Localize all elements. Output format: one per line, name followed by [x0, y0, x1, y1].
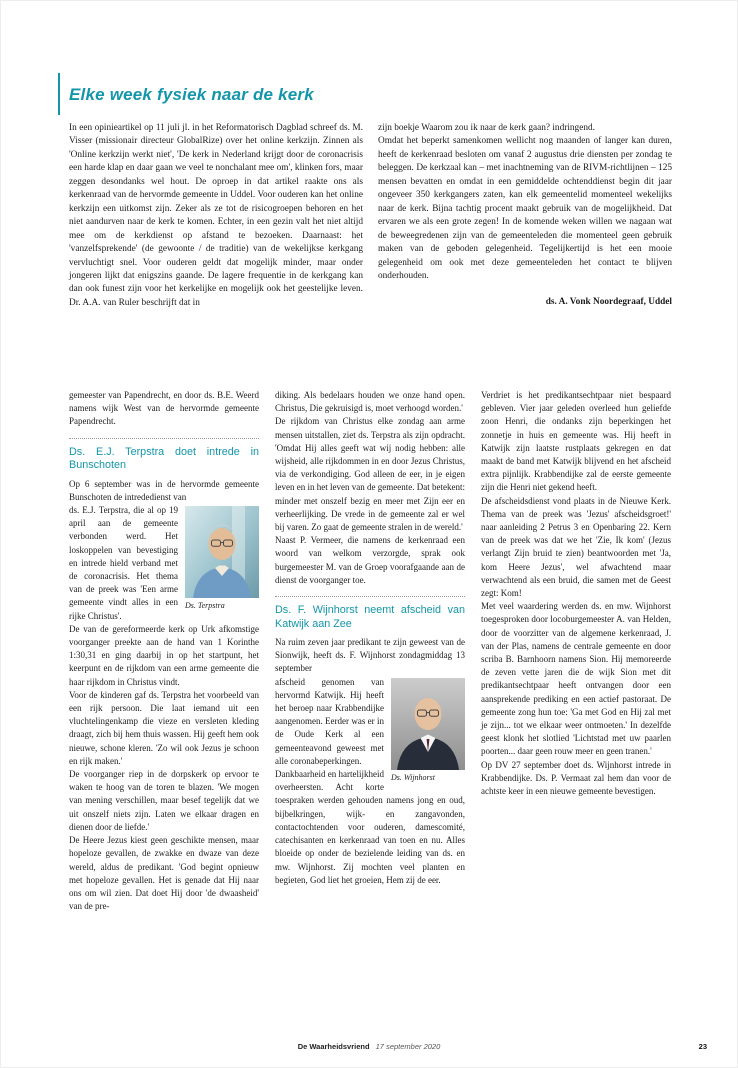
- article-paragraph: De rijkdom van Christus elke zondag aan arme mensen uitstallen, ziet ds. Terpstra als zijn opdracht. 'Omdat Hij alles geeft wat wij nodig hebben: alle wijsheid, alle rijkdommen in en door Jezus Christus, via de verkondiging. God alleen de eer, in je eigen leven en in het leven van de gemeente. Dat betekent: minder met onszelf bezig en meer met Zijn eer en verheerlijking. De vrede in de gemeente zal er wel bij varen. Zo gaat de gemeente stralen in de wereld.': [275, 416, 465, 533]
- lead-article-title: Elke week fysiek naar de kerk: [69, 85, 314, 104]
- article-paragraph: De afscheidsdienst vond plaats in de Nieuwe Kerk. Thema van de preek was 'Jezus' afscheidsgroet!' naar aanleiding 2 Petrus 3 en Openbaring 22. Kern van de preek was dat we het 'Zie, Ik kom' (Jezus verlangt Zijn bruid te zien) beantwoorden met 'Ja, kom Heere Jezus', wel afwachtend maar verwachtend als een bruid, die samen met de Geest zegt: Kom!: [481, 495, 671, 599]
- article-paragraph: Voor de kinderen gaf ds. Terpstra het voorbeeld van een rijk persoon. Die laat iemand uit een vluchtelingenkamp die vieze en versleten kleding draagt, zich bij hem thuis wassen. Hij geeft hem ook nieuwe, schone kleren. 'Zo wil ook Jezus je schoon en rijk maken.': [69, 689, 259, 766]
- article-paragraph: De Heere Jezus kiest geen geschikte mensen, maar hopeloze gevallen, de zwakke en dwaze van deze wereld, aldus de predikant. 'God begint opnieuw met hopeloze gevallen. Het is genade dat Hij naar ons om wil zien. Dat doet Hij door 'de dwaasheid' van de pre-: [69, 835, 259, 912]
- article-paragraph: diking. Als bedelaars houden we onze hand open. Christus, Die gekruisigd is, moet verhoogd worden.': [275, 390, 465, 414]
- terpstra-portrait-icon: [185, 506, 259, 598]
- article-paragraph: Dankbaarheid en hartelijkheid overheersten. Acht korte toespraken werden gehouden namens jong en oud, bijbelkringen, wijk- en zangavonden, contactochtenden voor ouderen, damescomité, catechisanten en kerkenraad van toen en nu. Alles bloeide op onder de bezielende leiding van ds. en mw. Wijnhorst. Zij mochten veel planten en begieten, God liet het groeien, Hem zij de eer.: [275, 769, 465, 885]
- article-paragraph: Op DV 27 september doet ds. Wijnhorst intrede in Krabbendijke. Ds. P. Vermaat zal hem dan voor de achtste keer in een nieuwe gemeente bevestigen.: [481, 759, 671, 797]
- lead-article: [69, 85, 672, 310]
- lead-paragraph: zijn boekje Waarom zou ik naar de kerk gaan? indringend.: [378, 123, 595, 133]
- dotted-divider: [69, 438, 259, 439]
- article-title-wijnhorst: Ds. F. Wijnhorst neemt afscheid van Katwijk aan Zee: [275, 604, 465, 630]
- photo-caption-wijnhorst: Ds. Wijnhorst: [391, 772, 436, 782]
- dotted-divider: [275, 596, 465, 597]
- article-paragraph: Na ruim zeven jaar predikant te zijn geweest van de Sionwijk, heeft ds. F. Wijnhorst zondagmiddag 13 september: [275, 637, 465, 674]
- article-paragraph: Naast P. Vermeer, die namens de kerkenraad een woord van welkom verzorgde, sprak ook burgemeester M. van de Groep voorafgaande aan de dienst de voorganger toe.: [275, 535, 465, 585]
- news-section: [69, 389, 672, 1035]
- magazine-name: De Waarheidsvriend: [297, 1042, 370, 1051]
- article-paragraph: Op 6 september was in de hervormde gemeente Bunschoten de intrededienst van: [69, 478, 259, 502]
- news-column-1: [69, 389, 259, 1035]
- news-column-3: [481, 389, 671, 1035]
- article-paragraph: afscheid genomen van hervormd Katwijk. Hij heeft het beroep naar Krabbendijke aangenomen. Eerder was er in de Oude Kerk al een gemeenteavond geweest met alle coronabeperkingen.: [275, 676, 384, 766]
- issue-date: 17 september 2020: [375, 1042, 441, 1051]
- page-number: 23: [698, 1042, 707, 1051]
- lead-columns: [69, 122, 672, 310]
- article-paragraph: Verdriet is het predikantsechtpaar niet bespaard gebleven. Vier jaar geleden overleed hun geliefde zoon Henri, die ondanks zijn beperkingen het zonnetje in huis en gemeente was. Hij heeft in Katwijk zijn laatste rustplaats gekregen en dat maakt de band met Katwijk blijvend en het afscheid extra pijnlijk. Krabbendijke zal de eerste gemeente zijn die Henri niet gekend heeft.: [481, 390, 671, 493]
- article-paragraph: De van de gereformeerde kerk op Urk afkomstige voorganger preekte aan de hand van 1 Korinthe 1:30,31 en ging daarbij in op het startpunt, het keerpunt en de rijkdom van een arme gemeente die haar rijkdom in Christus vindt.: [69, 623, 259, 687]
- wijnhorst-photo: [391, 678, 465, 783]
- article-paragraph: ds. E.J. Terpstra, die al op 19 april aan de gemeente verbonden werd. Het loskoppelen van bevestiging en intrede hield verband met de coronacrisis. Het thema van de preek was 'Een arme gemeente vindt alles in een rijke Christus'.: [69, 505, 178, 621]
- lead-paragraph: In een opinieartikel op 11 juli jl. in het Reformatorisch Dagblad schreef ds. M. Visser (missionair directeur GlobalRize) over het online kerkzijn. Zinnen als 'Online kerkzijn werkt niet', 'De kerk in Nederland krijgt door de coronacrisis een harde klap en daar gaan we veel te nonchalant mee om', klinken fors, maar zeggen desondanks wel hout. De oproep in dat artikel raakte ons als kerkenraad van de hervormde gemeente in Uddel. Voor ouderen kan het online kerkzijn een uitkomst zijn. Zeker als ze tot de risicogroepen behoren en het niet aandurven naar de kerk te komen. Echter, in een gezin valt het niet altijd mee om de kerkdienst op afstand te bezoeken. Daarnaast: het 'vanzelfsprekende' (de gewoonte / de traditie) van de wekelijkse kerkgang vervluchtigt snel. Voor ouderen geldt dat mogelijk minder, maar onder jongeren lijkt dat enigszins gaande. De lagere frequentie in de kerkgang kan dan ook funest zijn voor het kerkelijke en mogelijk ook het geestelijke leven. Dr. A.A. van Ruler beschrijft dat in: [69, 123, 363, 308]
- lead-paragraph: Omdat het beperkt samenkomen wellicht nog maanden of langer kan duren, heeft de kerkenraad besloten om vanaf 2 augustus drie diensten per zondag te beleggen. De kerkzaal kan – met inachtneming van de RIVM-richtlijnen – 125 mensen bevatten en omdat in een gemiddelde ochtenddienst begin dit jaar ongeveer 350 kerkgangers zaten, kan elk gemeentelid momenteel wekelijks naar de kerk. Bijna tachtig procent maakt gebruik van de mogelijkheid. Dat ervaren we als een grote zegen! In de komende weken willen we nagaan wat de beweegredenen zijn van de gemeenteleden die momenteel geen gebruik maken van de geboden gelegenheid. Tegelijkertijd is het een mooie gelegenheid om ook met deze gemeenteleden het contact te blijven onderhouden.: [378, 136, 672, 281]
- continuation-paragraph: gemeester van Papendrecht, en door ds. B.E. Weerd namens wijk West van de hervormde gemeente Papendrecht.: [69, 390, 259, 427]
- article-title-terpstra: Ds. E.J. Terpstra doet intrede in Bunschoten: [69, 445, 259, 472]
- page-footer: [1, 1042, 737, 1051]
- article-paragraph: Met veel waardering werden ds. en mw. Wijnhorst toegesproken door locoburgemeester A. van Helden, door de voorzitter van de algemene kerkenraad, J. van der Plas, namens de centrale gemeente en door scriba B. Barnhoorn namens Sion. Hij memoreerde de zeven vette jaren die de wijk Sion met dit predikantsechtpaar heeft ontvangen door een aansprekende prediking en een actief pastoraat. De gemeente zong hun toe: 'Ga met God en Hij zal met je zijn... tot we elkaar weer ontmoeten.' In dezelfde geest klonk het slotlied 'Lichtstad met uw paarlen poorten... daar geen rouw meer en geen tranen.': [481, 601, 671, 757]
- lead-column-left: [69, 122, 363, 310]
- news-column-2: [275, 389, 465, 1035]
- photo-caption-terpstra: Ds. Terpstra: [185, 601, 225, 611]
- author-signature: ds. A. Vonk Noordegraaf, Uddel: [545, 297, 672, 308]
- lead-column-right: [378, 122, 672, 310]
- terpstra-photo: [185, 506, 259, 611]
- wijnhorst-portrait-icon: [391, 678, 465, 770]
- article-paragraph: De voorganger riep in de dorpskerk op ervoor te waken te hoog van de toren te blazen. 'We mogen van mening verschillen, maar besef tegelijk dat we uit onszelf niets zijn. Laten we elkaar dragen en dienen door de liefde.': [69, 769, 259, 832]
- accent-bar: [58, 73, 60, 115]
